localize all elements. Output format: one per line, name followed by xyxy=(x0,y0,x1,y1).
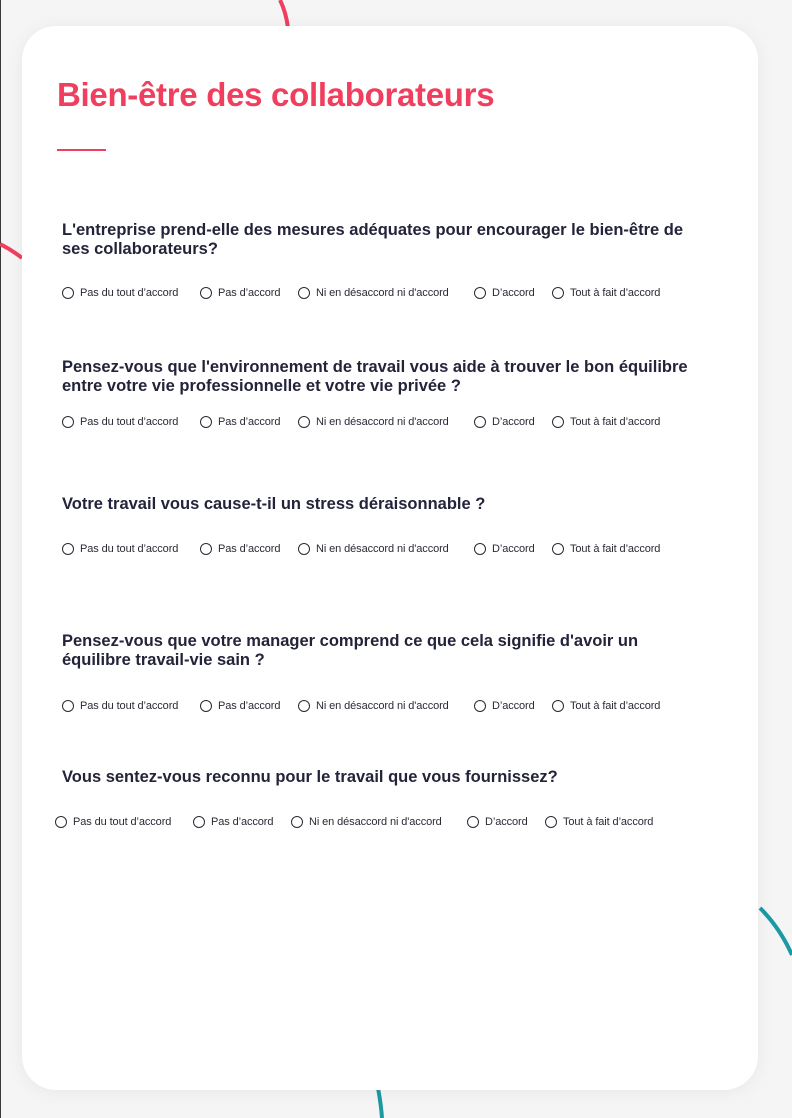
q3-option-neutral[interactable]: Ni en désaccord ni d'accord xyxy=(298,541,449,557)
question-3-options xyxy=(0,541,792,561)
radio-button[interactable] xyxy=(62,416,74,428)
radio-button[interactable] xyxy=(200,700,212,712)
radio-button[interactable] xyxy=(193,816,205,828)
q1-option-disagree[interactable]: Pas d’accord xyxy=(200,285,280,301)
radio-button[interactable] xyxy=(467,816,479,828)
q3-option-agree[interactable]: D’accord xyxy=(474,541,535,557)
q1-option-agree[interactable]: D’accord xyxy=(474,285,535,301)
q5-option-strongly-agree[interactable]: Tout à fait d’accord xyxy=(545,814,653,830)
teal-arc-bottom xyxy=(378,1088,382,1118)
q1-option-neutral[interactable]: Ni en désaccord ni d'accord xyxy=(298,285,449,301)
radio-button[interactable] xyxy=(298,416,310,428)
radio-button[interactable] xyxy=(552,543,564,555)
radio-button[interactable] xyxy=(298,287,310,299)
q2-option-agree[interactable]: D’accord xyxy=(474,414,535,430)
q3-option-disagree[interactable]: Pas d’accord xyxy=(200,541,280,557)
form-title: Bien-être des collaborateurs xyxy=(57,76,495,113)
q2-option-disagree[interactable]: Pas d’accord xyxy=(200,414,280,430)
title-underline xyxy=(57,149,106,151)
q4-option-disagree[interactable]: Pas d’accord xyxy=(200,698,280,714)
pink-arc-left xyxy=(0,244,22,258)
radio-button[interactable] xyxy=(291,816,303,828)
teal-arc-right xyxy=(760,908,792,955)
question-5: Vous sentez-vous reconnu pour le travail que vous fournissez? xyxy=(62,768,558,786)
q5-option-disagree[interactable]: Pas d’accord xyxy=(193,814,273,830)
q1-option-strongly-disagree[interactable]: Pas du tout d’accord xyxy=(62,285,178,301)
q4-option-agree[interactable]: D’accord xyxy=(474,698,535,714)
q4-option-strongly-disagree[interactable]: Pas du tout d’accord xyxy=(62,698,178,714)
radio-button[interactable] xyxy=(474,416,486,428)
q5-option-neutral[interactable]: Ni en désaccord ni d'accord xyxy=(291,814,442,830)
radio-button[interactable] xyxy=(474,287,486,299)
question-1: L'entreprise prend-elle des mesures adéquates pour encourager le bien-être de ses collaborateurs? xyxy=(62,221,684,258)
pink-arc-top xyxy=(280,0,288,28)
q3-option-strongly-agree[interactable]: Tout à fait d’accord xyxy=(552,541,660,557)
question-4: Pensez-vous que votre manager comprend ce que cela signifie d'avoir un équilibre travail-vie sain ? xyxy=(62,632,639,669)
q4-option-neutral[interactable]: Ni en désaccord ni d'accord xyxy=(298,698,449,714)
radio-button[interactable] xyxy=(200,287,212,299)
q5-option-strongly-disagree[interactable]: Pas du tout d’accord xyxy=(55,814,171,830)
radio-button[interactable] xyxy=(474,543,486,555)
q1-option-strongly-agree[interactable]: Tout à fait d’accord xyxy=(552,285,660,301)
question-1-options xyxy=(0,285,792,305)
radio-button[interactable] xyxy=(200,543,212,555)
q2-option-neutral[interactable]: Ni en désaccord ni d'accord xyxy=(298,414,449,430)
radio-button[interactable] xyxy=(552,287,564,299)
radio-button[interactable] xyxy=(298,700,310,712)
radio-button[interactable] xyxy=(545,816,557,828)
radio-button[interactable] xyxy=(55,816,67,828)
radio-button[interactable] xyxy=(62,287,74,299)
q5-option-agree[interactable]: D’accord xyxy=(467,814,528,830)
question-2-options xyxy=(0,414,792,434)
radio-button[interactable] xyxy=(200,416,212,428)
radio-button[interactable] xyxy=(552,416,564,428)
q4-option-strongly-agree[interactable]: Tout à fait d’accord xyxy=(552,698,660,714)
question-2: Pensez-vous que l'environnement de travail vous aide à trouver le bon équilibre entre votre vie professionnelle et votre vie privée ? xyxy=(62,358,688,395)
question-5-options xyxy=(0,814,792,834)
radio-button[interactable] xyxy=(298,543,310,555)
radio-button[interactable] xyxy=(474,700,486,712)
radio-button[interactable] xyxy=(62,700,74,712)
question-3: Votre travail vous cause-t-il un stress déraisonnable ? xyxy=(62,495,486,513)
radio-button[interactable] xyxy=(62,543,74,555)
radio-button[interactable] xyxy=(552,700,564,712)
q2-option-strongly-agree[interactable]: Tout à fait d’accord xyxy=(552,414,660,430)
question-4-options xyxy=(0,698,792,718)
q3-option-strongly-disagree[interactable]: Pas du tout d’accord xyxy=(62,541,178,557)
q2-option-strongly-disagree[interactable]: Pas du tout d’accord xyxy=(62,414,178,430)
